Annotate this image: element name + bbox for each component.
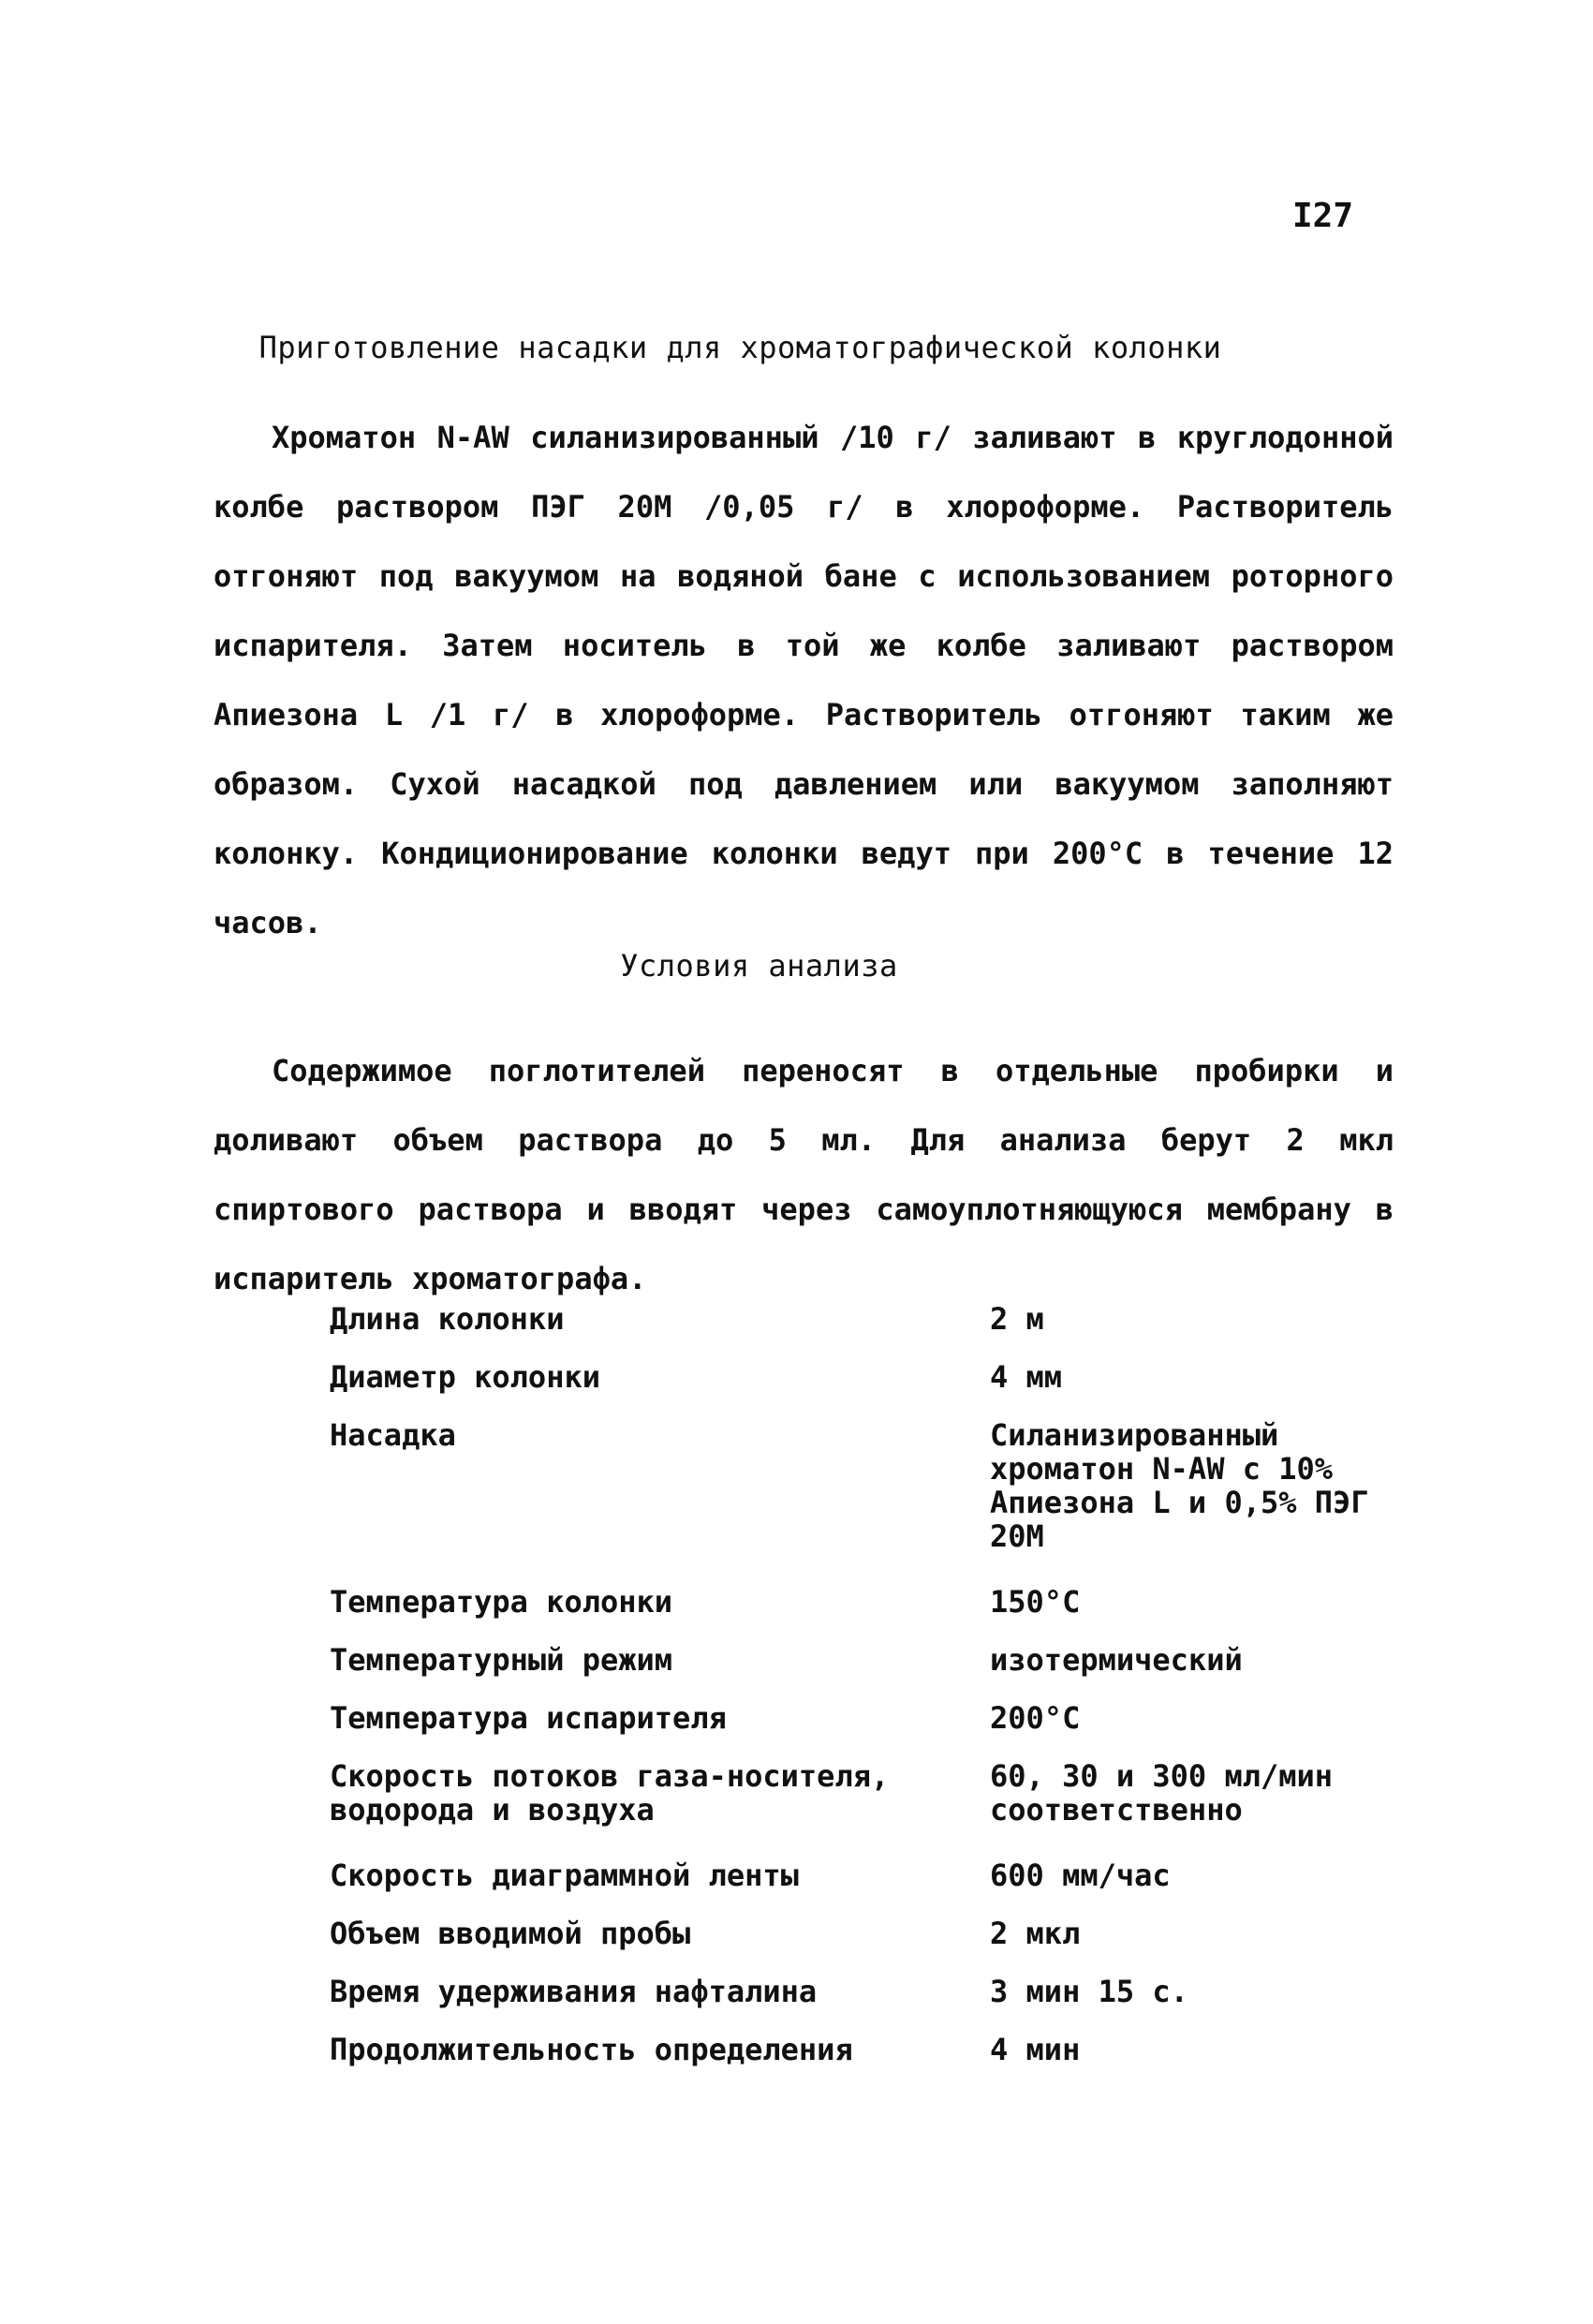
section-heading-packing-preparation: Приготовление насадки для хроматографической колонки — [258, 330, 1222, 365]
analysis-conditions-paragraph: Содержимое поглотителей переносят в отдельные пробирки и доливают объем раствора до 5 мл. Для анализа берут 2 мкл спиртового раствора и вводят через самоуплотняющуюся мембрану в испаритель хроматографа. — [214, 1053, 1394, 1296]
param-row — [330, 1759, 1416, 1827]
param-name: Диаметр колонки — [330, 1359, 600, 1395]
param-value: Силанизированный хроматон N-AW с 10% Апиезона L и 0,5% ПЭГ 20М — [990, 1417, 1369, 1554]
param-row — [330, 1975, 1416, 2008]
param-row — [330, 1643, 1416, 1677]
param-name: Насадка — [330, 1417, 456, 1453]
param-value: 200°C — [990, 1700, 1081, 1736]
param-row — [330, 2033, 1416, 2066]
param-row — [330, 1302, 1416, 1336]
param-name: Температура испарителя — [330, 1700, 727, 1736]
page-number: I27 — [1292, 197, 1354, 235]
parameters-table — [330, 1302, 1416, 2091]
param-name: Скорость диаграммной ленты — [330, 1858, 799, 1893]
param-name: Продолжительность определения — [330, 2032, 853, 2067]
section-heading-analysis-conditions: Условия анализа — [620, 948, 898, 984]
param-name: Длина колонки — [330, 1301, 565, 1337]
param-value: 150°C — [990, 1584, 1081, 1620]
param-row — [330, 1858, 1416, 1892]
param-name: Объем вводимой пробы — [330, 1916, 691, 1951]
param-row — [330, 1701, 1416, 1735]
param-name: Скорость потоков газа-носителя, водорода и воздуха — [330, 1758, 890, 1828]
param-value: 60, 30 и 300 мл/мин соответственно — [990, 1758, 1334, 1828]
param-name: Время удерживания нафталина — [330, 1974, 818, 2009]
param-row — [330, 1917, 1416, 1950]
param-value: 4 мин — [990, 2032, 1081, 2067]
param-row — [330, 1360, 1416, 1394]
param-value: изотермический — [990, 1642, 1243, 1678]
param-row — [330, 1585, 1416, 1619]
param-name: Температурный режим — [330, 1642, 673, 1678]
param-row — [330, 1418, 1416, 1553]
param-value: 2 мкл — [990, 1916, 1081, 1951]
param-value: 4 мм — [990, 1359, 1063, 1395]
param-value: 600 мм/час — [990, 1858, 1171, 1893]
param-value: 3 мин 15 с. — [990, 1974, 1188, 2009]
param-value: 2 м — [990, 1301, 1044, 1337]
param-name: Температура колонки — [330, 1584, 673, 1620]
packing-preparation-paragraph: Хроматон N-AW силанизированный /10 г/ заливают в круглодонной колбе раствором ПЭГ 20М /0,05 г/ в хлороформе. Растворитель отгоняют под вакуумом на водяной бане с использованием роторного испарителя. Затем носитель в той же колбе заливают раствором Апиезона L /1 г/ в хлороформе. Растворитель отгоняют таким же образом. Сухой насадкой под давлением или вакуумом заполняют колонку. Кондиционирование колонки ведут при 200°C в течение 12 часов. — [214, 420, 1394, 940]
